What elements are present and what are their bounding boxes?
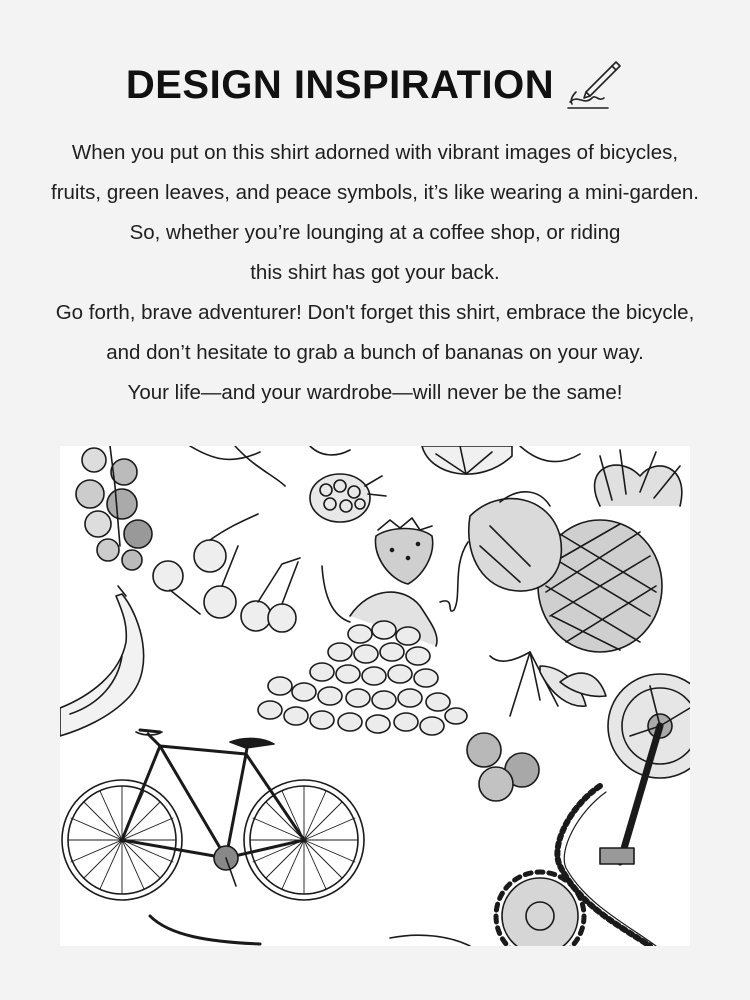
description-line: fruits, green leaves, and peace symbols, it’s like wearing a mini-garden. xyxy=(51,181,699,204)
raspberry-icon xyxy=(310,474,386,522)
bicycle-icon xyxy=(62,730,364,900)
pen-writing-icon xyxy=(564,58,624,112)
description-line: this shirt has got your back. xyxy=(250,261,500,284)
description-line: and don’t hesitate to grab a bunch of bananas on your way. xyxy=(106,341,644,364)
page-title: DESIGN INSPIRATION xyxy=(125,63,555,107)
lychee-icon xyxy=(467,652,606,801)
description-line: Go forth, brave adventurer! Don't forget this shirt, embrace the bicycle, xyxy=(55,301,695,324)
bike-crankset-icon xyxy=(600,674,690,864)
cherries-icon xyxy=(153,514,300,632)
grapes-icon xyxy=(258,566,467,735)
bike-gear-icon xyxy=(496,872,584,946)
banana-icon xyxy=(60,586,144,736)
description-line: Your life—and your wardrobe—will never be the same! xyxy=(127,381,623,404)
header xyxy=(0,58,750,112)
description-line: So, whether you’re lounging at a coffee shop, or riding xyxy=(129,221,621,244)
currant-icon xyxy=(76,446,152,570)
description-line: When you put on this shirt adorned with vibrant images of bicycles, xyxy=(71,141,679,164)
strawberry-icon xyxy=(375,518,432,584)
pattern-illustration xyxy=(60,446,690,946)
orange-icon xyxy=(422,446,580,474)
description-text xyxy=(0,133,750,413)
